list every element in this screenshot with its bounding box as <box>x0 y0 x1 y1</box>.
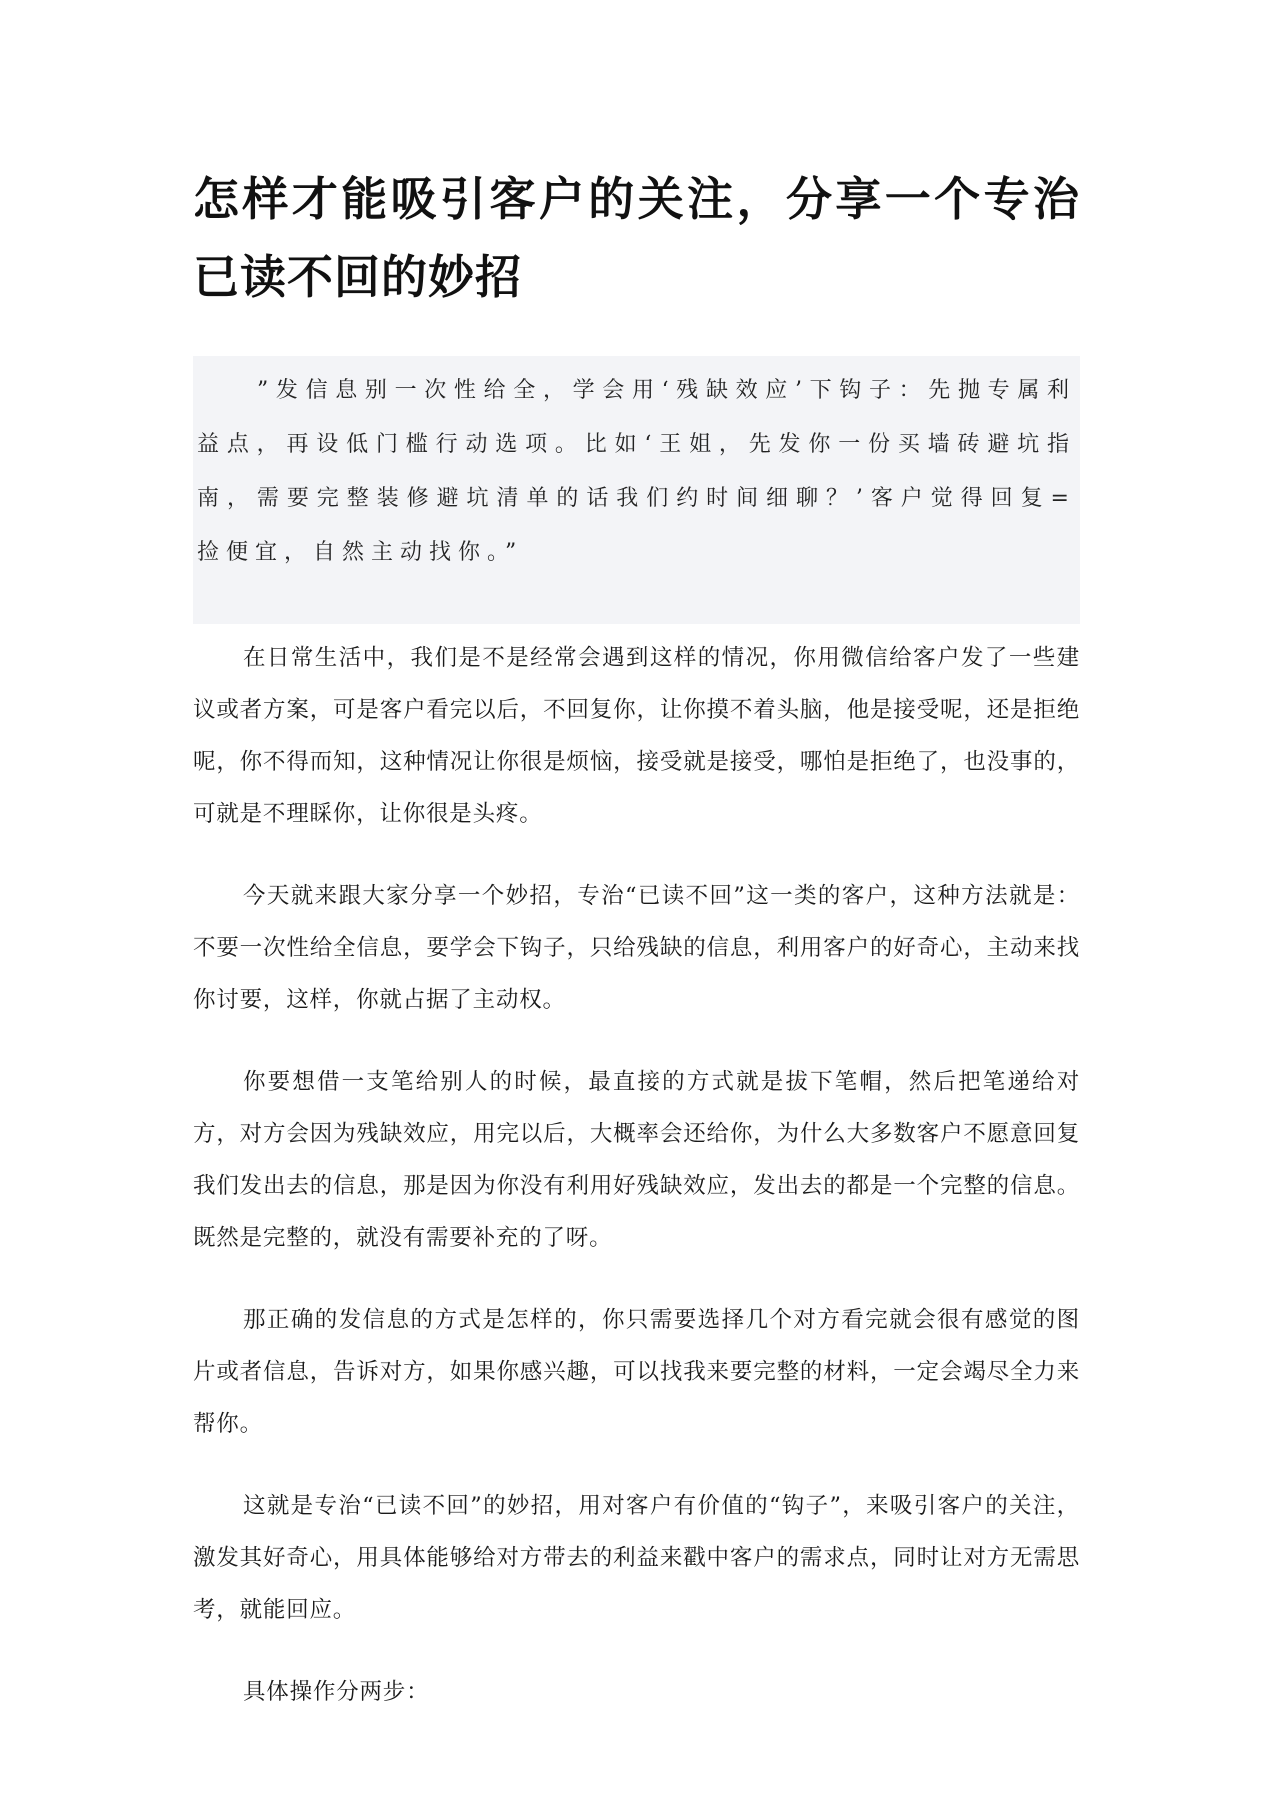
paragraph-3: 你要想借一支笔给别人的时候，最直接的方式就是拔下笔帽，然后把笔递给对方，对方会因为残缺效应，用完以后，大概率会还给你，为什么大多数客户不愿意回复我们发出去的信息，那是因为你没有利用好残缺效应，发出去的都是一个完整的信息。既然是完整的，就没有需要补充的了呀。 <box>193 1069 1080 1251</box>
quote-block: ”发信息别一次性给全，学会用‘残缺效应’下钩子：先抛专属利益点，再设低门槛行动选项。比如‘王姐，先发你一份买墙砖避坑指南，需要完整装修避坑清单的话我们约时间细聊？’客户觉得回复=捡便宜，自然主动找你。” <box>193 356 1080 624</box>
paragraph-4: 那正确的发信息的方式是怎样的，你只需要选择几个对方看完就会很有感觉的图片或者信息，告诉对方，如果你感兴趣，可以找我来要完整的材料，一定会竭尽全力来帮你。 <box>193 1307 1080 1437</box>
article-title: 怎样才能吸引客户的关注，分享一个专治已读不回的妙招 <box>193 172 1080 304</box>
paragraph-1: 在日常生活中，我们是不是经常会遇到这样的情况，你用微信给客户发了一些建议或者方案，可是客户看完以后，不回复你，让你摸不着头脑，他是接受呢，还是拒绝呢，你不得而知，这种情况让你很是烦恼，接受就是接受，哪怕是拒绝了，也没事的，可就是不理睬你，让你很是头疼。 <box>193 645 1080 827</box>
document-page <box>193 0 1080 1718</box>
paragraph-6: 具体操作分两步： <box>243 1679 430 1705</box>
paragraph-2: 今天就来跟大家分享一个妙招，专治“已读不回”这一类的客户，这种方法就是：不要一次性给全信息，要学会下钩子，只给残缺的信息，利用客户的好奇心，主动来找你讨要，这样，你就占据了主动权。 <box>193 883 1080 1013</box>
paragraph-5: 这就是专治“已读不回”的妙招，用对客户有价值的“钩子”，来吸引客户的关注，激发其好奇心，用具体能够给对方带去的利益来戳中客户的需求点，同时让对方无需思考，就能回应。 <box>193 1493 1080 1623</box>
